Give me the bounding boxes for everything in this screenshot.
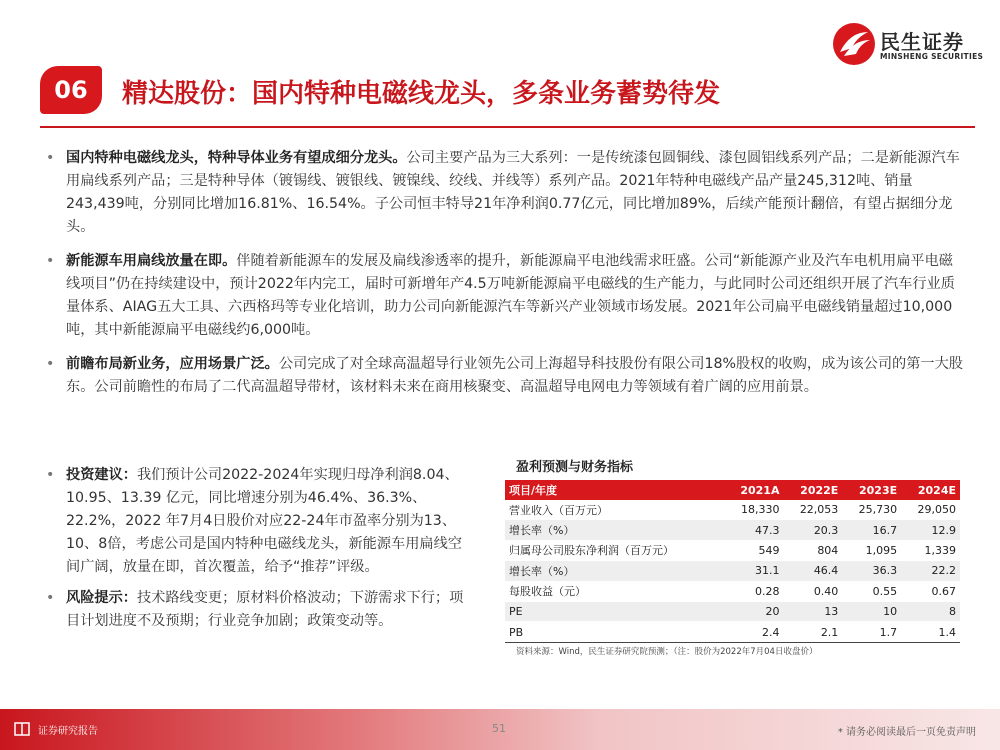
section-number-badge: 06: [40, 66, 102, 114]
table-cell: 22,053: [783, 500, 842, 520]
table-cell: 2.1: [783, 622, 842, 642]
table-row: [505, 601, 960, 621]
title-divider: [40, 126, 975, 128]
brand-logo: [832, 22, 982, 66]
bullet-item: [44, 250, 966, 342]
logo-english-name: MINSHENG SECURITIES: [880, 52, 984, 61]
table-cell: 29,050: [901, 500, 960, 520]
table-cell: PE: [505, 601, 724, 621]
table-header-cell: 2021A: [724, 480, 784, 500]
bullet-item: [44, 464, 464, 579]
table-cell: 归属母公司股东净利润（百万元）: [505, 540, 724, 560]
table-cell: 1,095: [842, 540, 901, 560]
bullet-body: 公司主要产品为三大系列：一是传统漆包圆铜线、漆包圆铝线系列产品；二是新能源汽车用扁线系列产品；三是特种导体（镀锡线、镀银线、镀镍线、绞线、并线等）系列产品。2021年特种电磁线产品产量245,312吨、销量243,439吨，分别同比增加16.81%、16.54%。子公司恒丰特导21年净利润0.77亿元，同比增加89%，后续产能预计翻倍，有望占据细分龙头。: [66, 150, 960, 235]
table-cell: 增长率（%）: [505, 561, 724, 581]
table-cell: 36.3: [842, 561, 901, 581]
table-cell: 每股收益（元）: [505, 581, 724, 601]
table-cell: 1.4: [901, 622, 960, 642]
table-cell: 1,339: [901, 540, 960, 560]
table-cell: 22.2: [901, 561, 960, 581]
table-cell: 47.3: [724, 520, 784, 540]
table-row: [505, 581, 960, 601]
table-header-row: [505, 480, 960, 500]
bullet-head: 前瞻布局新业务，应用场景广泛。: [66, 356, 279, 372]
table-cell: 804: [783, 540, 842, 560]
page-title: 精达股份：国内特种电磁线龙头，多条业务蓄势待发: [122, 79, 721, 109]
table-title: 盈利预测与财务指标: [516, 460, 634, 475]
table-row: [505, 540, 960, 560]
minsheng-logo-icon: [832, 22, 876, 66]
table-cell: 12.9: [901, 520, 960, 540]
bullet-head: 国内特种电磁线龙头，特种导体业务有望成细分龙头。: [66, 150, 407, 166]
table-cell: 0.67: [901, 581, 960, 601]
table-cell: 13: [783, 601, 842, 621]
table-header-cell: 2024E: [901, 480, 960, 500]
table-cell: 31.1: [724, 561, 784, 581]
bullet-body: 公司完成了对全球高温超导行业领先公司上海超导科技股份有限公司18%股权的收购，成为该公司的第一大股东。公司前瞻性的布局了二代高温超导带材，该材料未来在商用核聚变、高温超导电网电力等领域有着广阔的应用前景。: [66, 356, 963, 395]
main-bullet-list: [44, 147, 966, 410]
bullet-item: [44, 147, 966, 239]
bullet-body: 技术路线变更；原材料价格波动；下游需求下行；项目计划进度不及预期；行业竞争加剧；政策变动等。: [66, 590, 464, 629]
table-header-cell: 2022E: [783, 480, 842, 500]
page-number: 51: [492, 722, 506, 735]
table-row: [505, 561, 960, 581]
table-cell: 8: [901, 601, 960, 621]
table-cell: 16.7: [842, 520, 901, 540]
table-row: [505, 622, 960, 642]
table-cell: 1.7: [842, 622, 901, 642]
table-cell: 0.55: [842, 581, 901, 601]
table-source-note: 资料来源：Wind，民生证券研究院预测；（注：股价为2022年7月04日收盘价）: [516, 647, 818, 657]
table-header-cell: 2023E: [842, 480, 901, 500]
bullet-head: 风险提示：: [66, 590, 137, 606]
table-cell: 549: [724, 540, 784, 560]
table-cell: 20.3: [783, 520, 842, 540]
table-cell: 0.40: [783, 581, 842, 601]
financial-table: [505, 480, 960, 643]
table-cell: PB: [505, 622, 724, 642]
table-cell: 增长率（%）: [505, 520, 724, 540]
logo-chinese-name: 民生证券: [880, 30, 964, 54]
bullet-item: [44, 587, 464, 633]
footer-report-label: 证券研究报告: [38, 726, 98, 737]
bullet-head: 新能源车用扁线放量在即。: [66, 253, 237, 269]
table-cell: 10: [842, 601, 901, 621]
bullet-item: [44, 353, 966, 399]
investment-bullet-list: [44, 464, 464, 641]
bullet-body: 伴随着新能源车的发展及扁线渗透率的提升，新能源扁平电池线需求旺盛。公司“新能源产业及汽车电机用扁平电磁线项目”仍在持续建设中，预计2022年内完工，届时可新增年产4.5万吨新能源扁平电磁线的生产能力，与此同时公司还组织开展了汽车行业质量体系、AIAG五大工具、六西格玛等专业化培训，助力公司向新能源汽车等新兴产业领域市场发展。2021年公司扁平电磁线销量超过10,000吨，其中新能源扁平电磁线约6,000吨。: [66, 253, 955, 338]
table-cell: 2.4: [724, 622, 784, 642]
table-cell: 20: [724, 601, 784, 621]
table-cell: 营业收入（百万元）: [505, 500, 724, 520]
table-cell: 46.4: [783, 561, 842, 581]
footer-bar: [0, 709, 1000, 750]
bullet-body: 我们预计公司2022-2024年实现归母净利润8.04、10.95、13.39 亿元，同比增速分别为46.4%、36.3%、22.2%，2022 年7月4日股价对应22-24年市盈率分别为13、10、8倍，考虑公司是国内特种电磁线龙头，新能源车用扁线空间广阔，放量在即，首次覆盖，给予“推荐”评级。: [66, 467, 462, 575]
table-header-cell: 项目/年度: [505, 480, 724, 500]
bullet-head: 投资建议：: [66, 467, 137, 483]
table-row: [505, 520, 960, 540]
table-cell: 18,330: [724, 500, 784, 520]
table-cell: 25,730: [842, 500, 901, 520]
table-cell: 0.28: [724, 581, 784, 601]
book-icon: [14, 721, 30, 737]
table-row: [505, 500, 960, 520]
footer-disclaimer: * 请务必阅读最后一页免责声明: [837, 727, 976, 738]
